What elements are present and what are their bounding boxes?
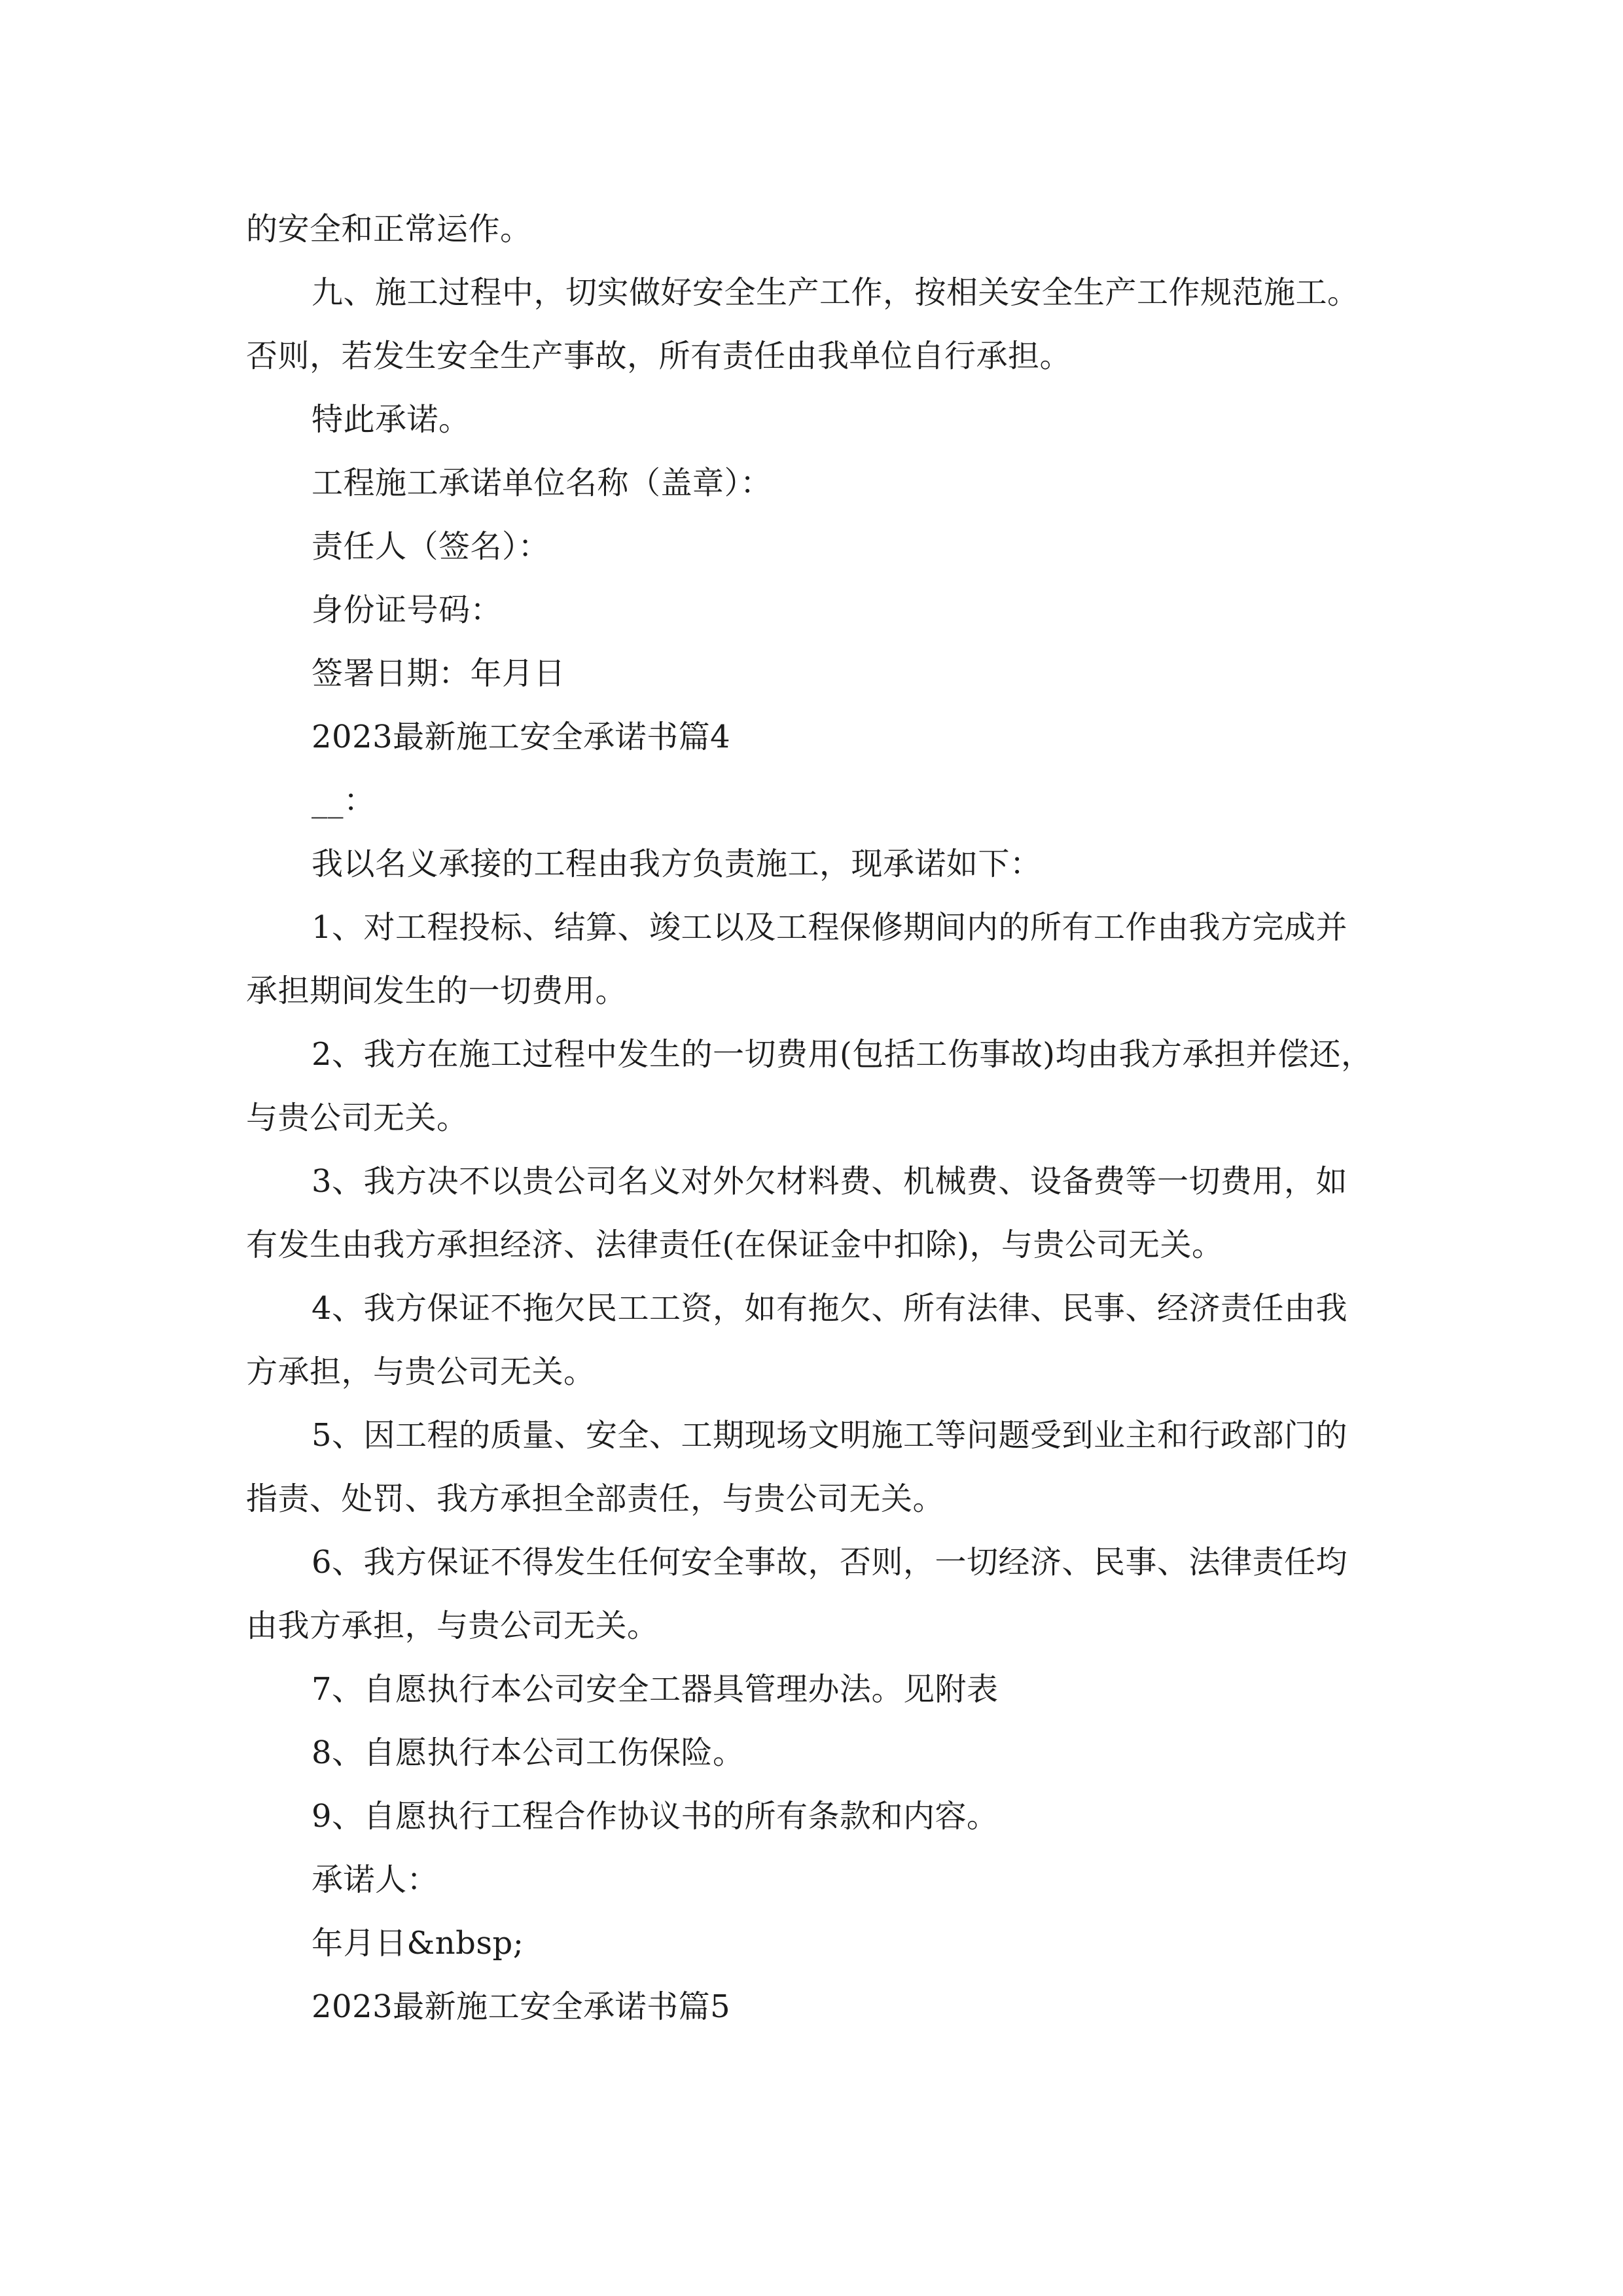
text-line: 否则，若发生安全生产事故，所有责任由我单位自行承担。 bbox=[246, 338, 1072, 374]
signature-field-label: 承诺人： bbox=[312, 1861, 439, 1898]
list-item-line: 2、我方在施工过程中发生的一切费用(包括工伤事故)均由我方承担并偿还， bbox=[312, 1036, 1373, 1073]
list-item-line: 方承担，与贵公司无关。 bbox=[246, 1354, 596, 1390]
signature-field-label: 身份证号码： bbox=[312, 592, 503, 628]
text-line: 我以名义承接的工程由我方负责施工，现承诺如下： bbox=[312, 846, 1042, 882]
date-line: 年月日&nbsp; bbox=[312, 1925, 524, 1962]
list-item-line: 7、自愿执行本公司安全工器具管理办法。见附表 bbox=[312, 1671, 999, 1708]
list-item-line: 6、我方保证不得发生任何安全事故，否则，一切经济、民事、法律责任均 bbox=[312, 1544, 1348, 1581]
list-item-line: 有发生由我方承担经济、法律责任(在保证金中扣除)，与贵公司无关。 bbox=[246, 1227, 1224, 1263]
section-heading: 2023最新施工安全承诺书篇4 bbox=[312, 719, 731, 755]
section-heading: 2023最新施工安全承诺书篇5 bbox=[312, 1988, 731, 2025]
salutation: __： bbox=[312, 782, 376, 819]
list-item-line: 与贵公司无关。 bbox=[246, 1100, 469, 1136]
text-line: 特此承诺。 bbox=[312, 401, 471, 438]
list-item-line: 5、因工程的质量、安全、工期现场文明施工等问题受到业主和行政部门的 bbox=[312, 1417, 1348, 1454]
list-item-line: 3、我方决不以贵公司名义对外欠材料费、机械费、设备费等一切费用，如 bbox=[312, 1163, 1348, 1200]
list-item-line: 由我方承担，与贵公司无关。 bbox=[246, 1607, 659, 1644]
list-item-line: 1、对工程投标、结算、竣工以及工程保修期间内的所有工作由我方完成并 bbox=[312, 909, 1348, 946]
list-item-line: 承担期间发生的一切费用。 bbox=[246, 973, 628, 1009]
signature-field-label: 责任人（签名）： bbox=[312, 528, 550, 565]
list-item-line: 指责、处罚、我方承担全部责任，与贵公司无关。 bbox=[246, 1480, 945, 1517]
text-line: 的安全和正常运作。 bbox=[246, 211, 532, 247]
list-item-line: 8、自愿执行本公司工伤保险。 bbox=[312, 1734, 745, 1771]
signature-field-label: 工程施工承诺单位名称（盖章）： bbox=[312, 465, 772, 501]
list-item-line: 9、自愿执行工程合作协议书的所有条款和内容。 bbox=[312, 1798, 999, 1835]
list-item-line: 4、我方保证不拖欠民工工资，如有拖欠、所有法律、民事、经济责任由我 bbox=[312, 1290, 1348, 1327]
document-body bbox=[246, 198, 1418, 2039]
signature-field-label: 签署日期：年月日 bbox=[312, 655, 566, 692]
text-line: 九、施工过程中，切实做好安全生产工作，按相关安全生产工作规范施工。 bbox=[312, 274, 1359, 311]
